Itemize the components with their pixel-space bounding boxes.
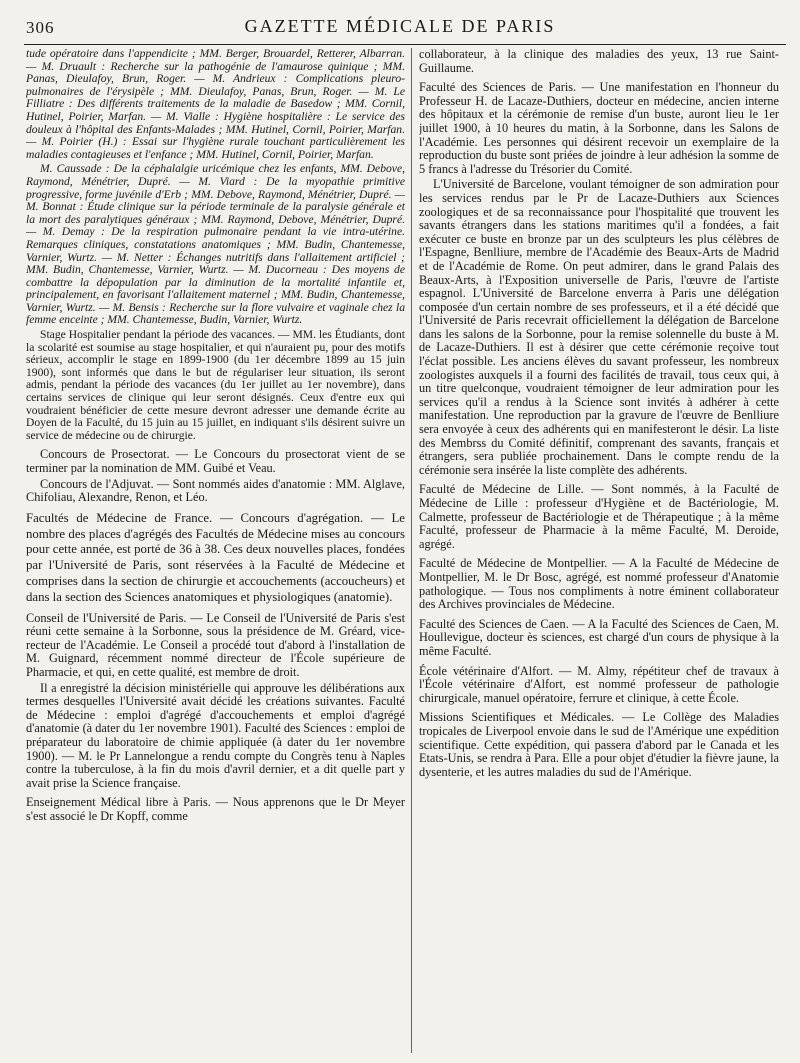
universite-barcelone-paragraph: L'Université de Barcelone, voulant témoigner de son admiration pour les services rendus par le Pr de Lacaze-Duthiers aux Sciences zoologiques et de sa reconnaissance pour l'hospitalité que trouvent les savants étrangers dans les stations maritimes qu'il a fondées, a fait exécuter ce buste en bronze par un des sculpteurs les plus célèbres de l'Espagne, Benlliure, membre de l'Académie des Beaux-Arts de Madrid et de l'Académie de Rome. On peut admirer, dans le grand Palais des Beaux-Arts, à l'Exposition universelle de Paris, l'œuvre de l'artiste espagnol. L'Université de Barcelone enverra à Paris une délégation composée d'un certain nombre de ses professeurs, et il a été décidé que l'Université de Paris recevrait officiellement la délégation de Barcelone dans les salons de la Sorbonne, pour la remise solennelle du buste à M. de Lacaze-Duthiers. Il est à désirer que cette cérémonie reçoive tout l'éclat possible. Les anciens élèves du savant professeur, les nombreux zoologistes auxquels il a fourni des facilités de travail, tous ceux qui, à un titre quelconque, voudraient témoigner de leur admiration pour les services qu'il a rendus à la Science sont invités à adhérer à cette manifestation. Une reproduction par la gravure de l'œuvre de Benlliure sera envoyée à ceux des adhérents qui en manifesteront le désir. La liste des Membrss du Comité définitif, comprenant des savants, français et étrangers, sera publiée prochainement. Dans le compte rendu de la cérémonie sera insérée la liste complète des adhérents. [419, 177, 779, 477]
faculte-lille-article: Faculté de Médecine de Lille. — Sont nommés, à la Faculté de Médecine de Lille : professeur d'Hygiène et de Bactériologie, M. Calmette, professeur de Bactériologie et de Thérapeutique ; à la même Faculté, professeur de Pharmacie à la même Faculté, M. Deroide, agrégé. [419, 482, 779, 551]
adjuvat-paragraph: Concours de l'Adjuvat. — Sont nommés aides d'anatomie : MM. Alglave, Chifoliau, Alexandre, Renon, et Léo. [26, 476, 405, 505]
thesis-list-paragraph-2: M. Caussade : De la céphalalgie uricémique chez les enfants, MM. Debove, Raymond, Ménétrier, Dupré. — M. Viard : De la myopathie primitive progressive, forme juvénile d'Erb ; MM. Debove, Raymond, Ménétrier, Dupré. — M. Bonnat : Étude clinique sur la période terminale de la paralysie générale et la mort des paralytiques généraux ; MM. Raymond, Debove, Ménétrier, Dupré. — M. Demay : De la respiration pulmonaire pendant la vie intra-utérine. Remarques cliniques, constatations anatomiques ; MM. Budin, Chantemesse, Varnier, Wurtz. — M. Netter : Échanges nutritifs dans l'allaitement artificiel ; MM. Budin, Chantemesse, Varnier, Wurtz. — M. Ducorneau : Des moyens de combattre la dépopulation par la diminution de la mortalité infantile et, principalement, en favorisant l'allaitement maternel ; MM. Budin, Chantemesse, Varnier, Wurtz. — M. Bensis : Recherche sur la flore vulvaire et vaginale chez la femme enceinte ; MM. Chantemesse, Budin, Varnier, Wurtz. [26, 162, 405, 327]
stage-hospitalier-paragraph: Stage Hospitalier pendant la période des vacances. — MM. les Étudiants, dont la scolarité est soumise au stage hospitalier, et qui n'auraient pu, pour des motifs sérieux, accomplir le stage en 1899-1900 (du 1er décembre 1899 au 15 juin 1900), sont informés que dans le but de régulariser leur situation, ils seront admis, pendant la période des vacances (du 1er juillet au 1er novembre), dans certains services de clinique qui leur seront désignés. Ceux d'entre eux qui voudraient bénéficier de cette mesure devront adresser une demande écrite au Doyen de la Faculté, du 15 juin au 15 juillet, en indiquant s'ils désirent suivre un service de médecine ou de chirurgie. [26, 328, 405, 442]
journal-title: GAZETTE MÉDICALE DE PARIS [244, 16, 556, 36]
faculte-caen-article: Faculté des Sciences de Caen. — A la Faculté des Sciences de Caen, M. Houllevigue, docteur ès sciences, est chargé d'un cours de physique à la même Faculté. [419, 616, 779, 658]
column-divider [411, 48, 412, 1053]
missions-scientifiques-article: Missions Scientifiques et Médicales. — Le Collège des Maladies tropicales de Liverpool envoie dans le sud de l'Amérique une expédition scientifique. Cette expédition, qui passera d'abord par le Canada et les Etats-Unis, se rendra à Para. Elle a pour objet d'étudier la fièvre jaune, la dysenterie, et les autres maladies du sud de l'Amérique. [419, 710, 779, 779]
enseignement-medical-article: Enseignement Médical libre à Paris. — Nous apprenons que le Dr Meyer s'est associé le Dr Kopff, comme [26, 795, 405, 823]
prosectorat-paragraph: Concours de Prosectorat. — Le Concours du prosectorat vient de se terminer par la nomination de MM. Guibé et Veau. [26, 447, 405, 475]
clinique-continuation: collaborateur, à la clinique des maladies des yeux, 13 rue Saint-Guillaume. [419, 48, 779, 75]
faculte-sciences-paris-article: Faculté des Sciences de Paris. — Une manifestation en l'honneur du Professeur H. de Lacaze-Duthiers, docteur en médecine, ancien interne des hôpitaux et la cérémonie de remise d'un buste, auront lieu le 1er juillet 1900, à 10 heures du matin, à la Sorbonne, dans les Salons de l'Académie. Les personnes qui désirent recevoir un exemplaire de la reproduction du buste sont priées de joindre à leur adhésion la somme de 5 francs à l'adresse du Trésorier du Comité. [419, 80, 779, 176]
page-number: 306 [26, 18, 55, 37]
header-rule [24, 44, 786, 45]
faculte-montpellier-article: Faculté de Médecine de Montpellier. — A la Faculté de Médecine de Montpellier, M. le Dr Bosc, agrégé, est nommé professeur d'Anatomie pathologique. — Tous nos compliments à notre éminent collaborateur des Archives provinciales de Médecine. [419, 556, 779, 612]
ecole-alfort-article: École vétérinaire d'Alfort. — M. Almy, répétiteur chef de travaux à l'École vétérinaire d'Alfort, est nommé professeur de pathologie chirurgicale, manuel opératoire, ferrure et clinique, à cette École. [419, 663, 779, 705]
conseil-universite-article: Conseil de l'Université de Paris. — Le Conseil de l'Université de Paris s'est réuni cette semaine à la Sorbonne, sous la présidence de M. Gréard, vice-recteur de l'Académie. Le Conseil a procédé tout d'abord à l'installation de M. Guignard, récemment nommé directeur de l'École supérieure de Pharmacie, et qui, en cette qualité, est membre de droit. [26, 610, 405, 679]
thesis-list-paragraph: tude opératoire dans l'appendicite ; MM. Berger, Brouardel, Retterer, Albarran. — M. Druault : Recherche sur la pathogénie de l'amaurose quinique ; MM. Panas, Dieulafoy, Brun, Roger. — M. Andrieux : Complications pleuro-pulmonaires de l'érysipèle ; MM. Dieulafoy, Panas, Brun, Roger. — M. Le Filliatre : Des différents traitements de la maladie de Basedow ; MM. Cornil, Hutinel, Poirier, Marfan. — M. Vialle : Hygiène hospitalière : Le service des douleux à l'hôpital des Enfants-Malades ; MM. Hutinel, Cornil, Poirier, Marfan. — M. Poirier (H.) : Essai sur l'hygiène rurale touchant particulièrement les maladies contagieuses et l'enfance ; MM. Hutinel, Cornil, Poirier, Marfan. [26, 48, 405, 161]
facultes-medecine-france-article: Facultés de Médecine de France. — Concours d'agrégation. — Le nombre des places d'agrégés des Facultés de Médecine mises au concours pour cette année, est porté de 36 à 38. Ces deux nouvelles places, fondées par l'Université de Paris, sont réservées à la Faculté de Médecine et comprises dans la section de chirurgie et accouchements (accoucheurs) et dans la section des Sciences anatomiques et physiologiques (anatomie). [26, 510, 405, 604]
right-column [419, 48, 779, 1053]
conseil-universite-paragraph-2: Il a enregistré la décision ministérielle qui approuve les délibérations aux termes desquelles l'Université avait décidé les créations suivantes. Faculté de Médecine : emploi d'agrégé d'accouchements et emploi d'agrégé d'anatomie (à dater du 1er novembre 1901). Faculté des Sciences : emploi de préparateur du laboratoire de chimie appliquée (à dater du 1er novembre 1900). — M. le Pr Lannelongue a rendu compte du Congrès tenu à Naples contre la tuberculose, à la fin du mois d'avril dernier, et a dit quelle part y avait prise la Science française. [26, 680, 405, 790]
left-column [26, 48, 405, 1053]
